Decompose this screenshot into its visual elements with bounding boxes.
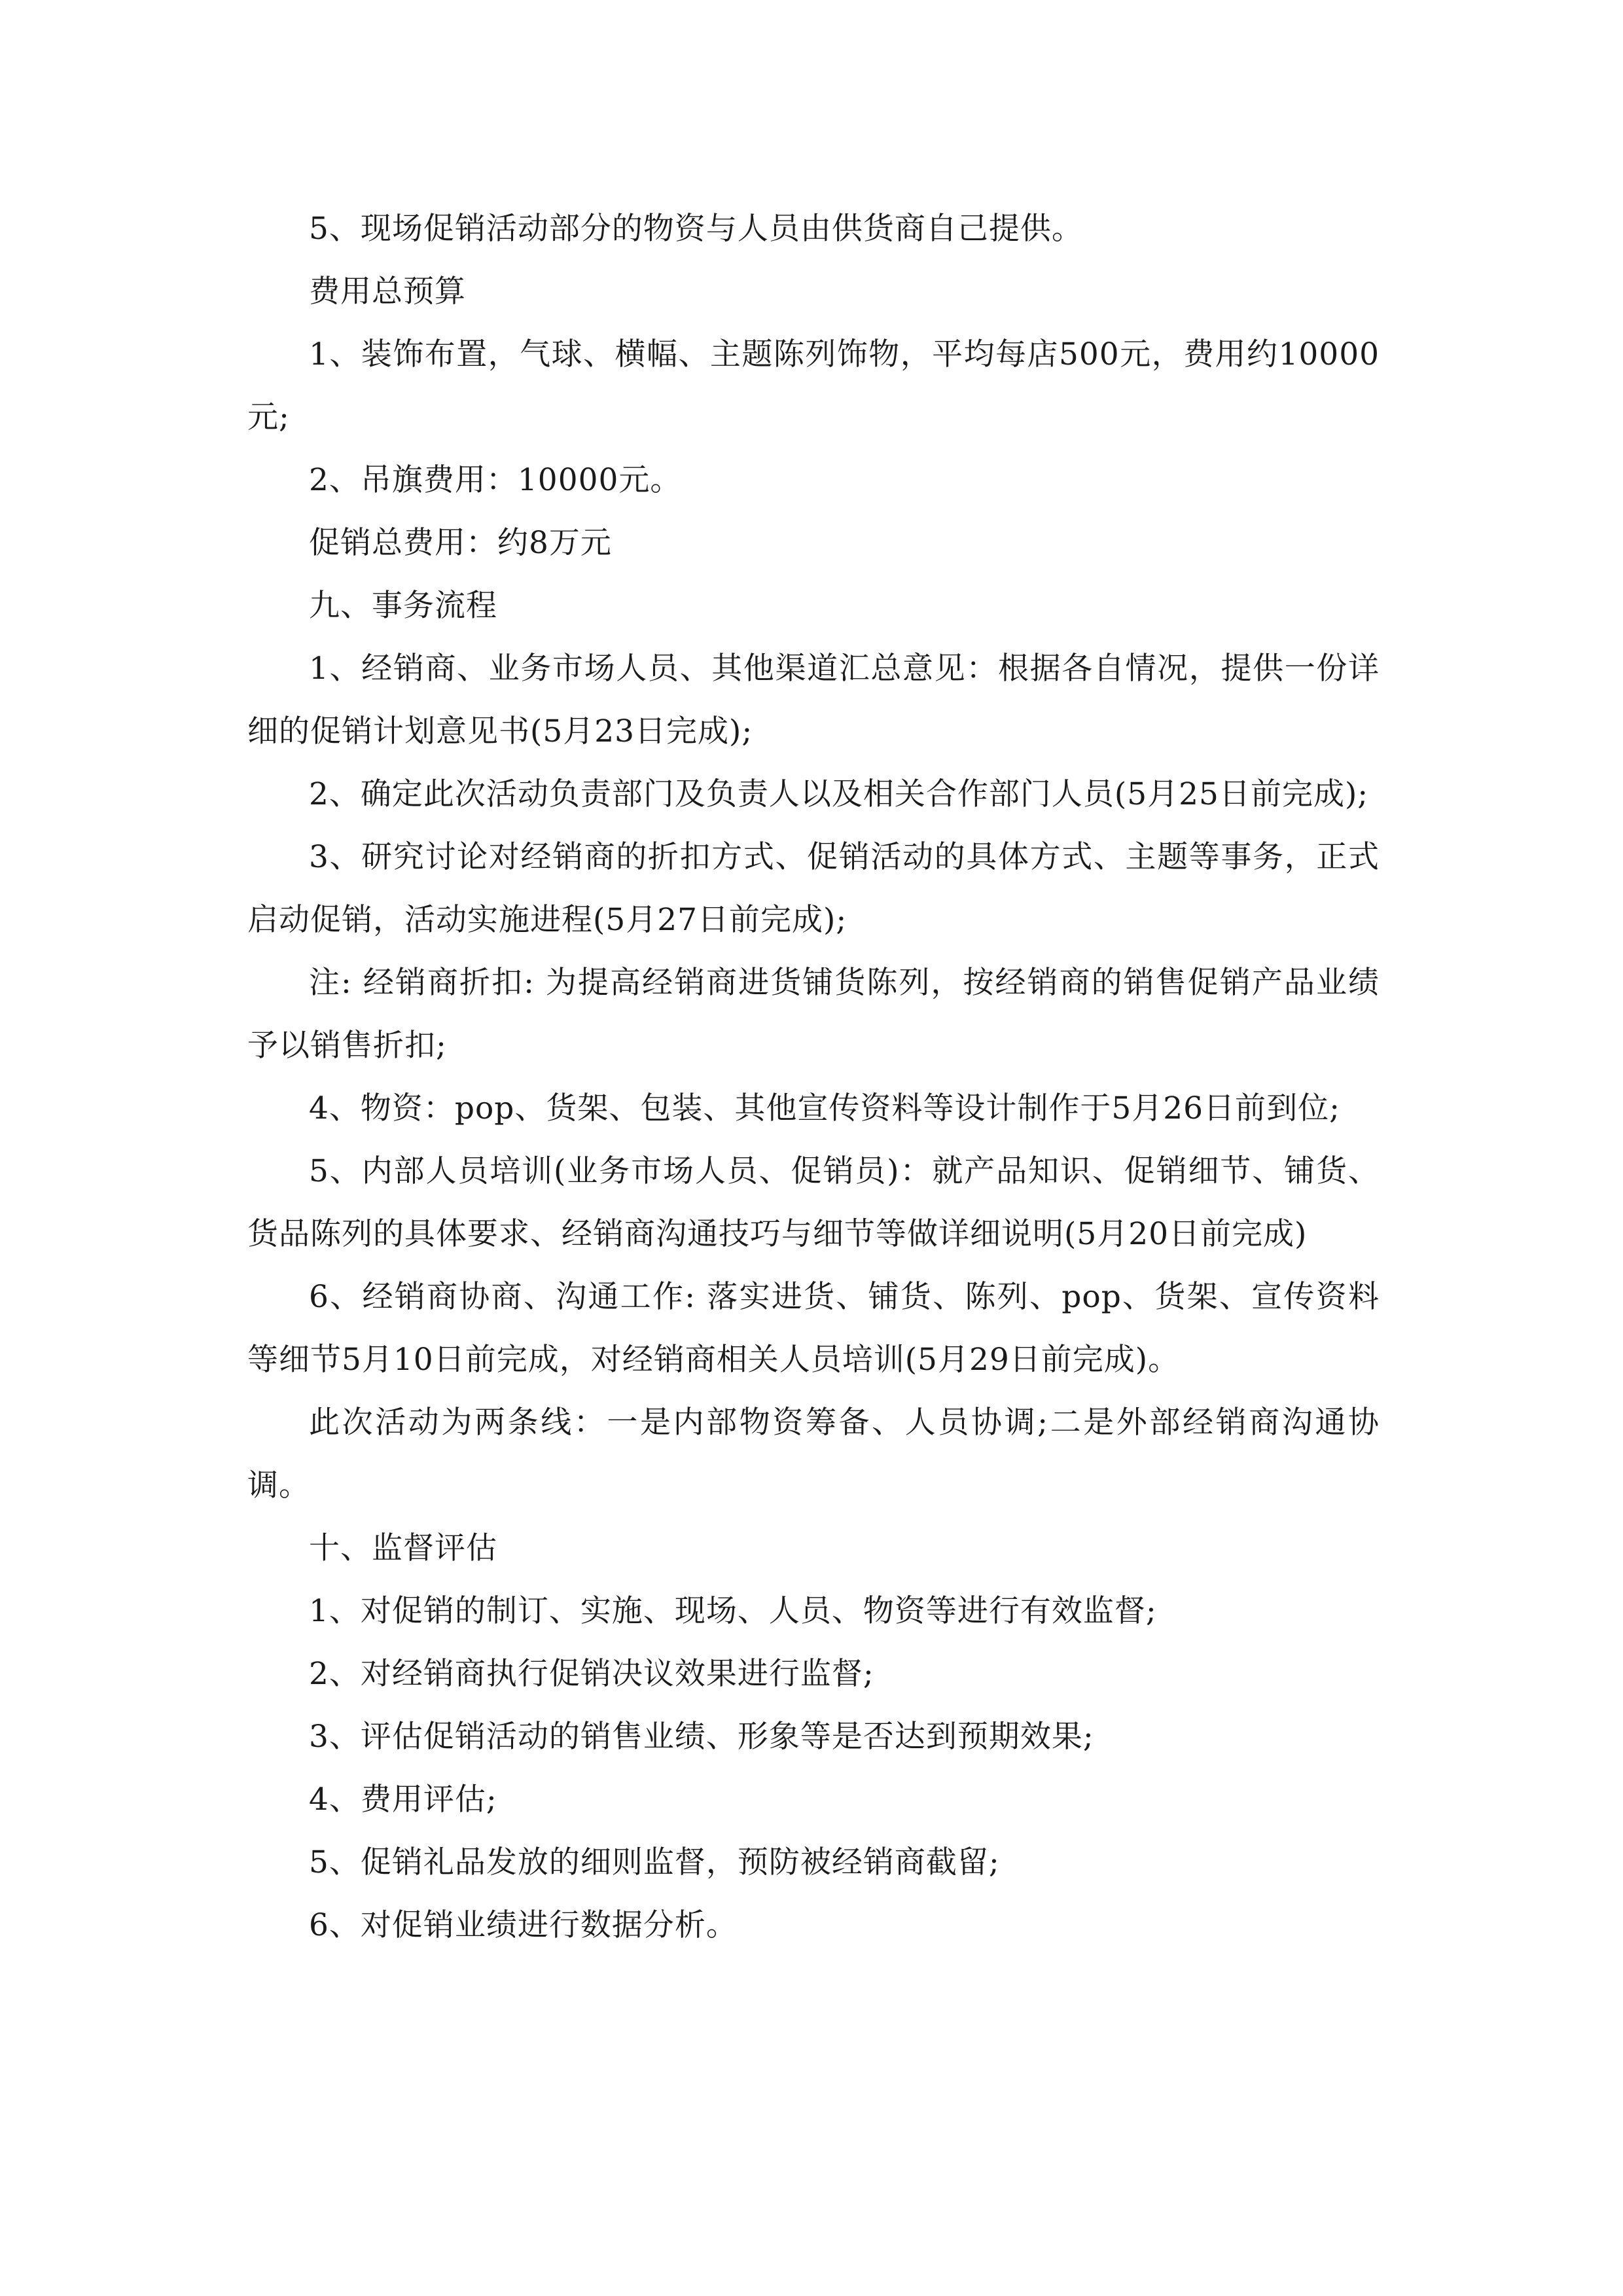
paragraph-supervision-2: 2、对经销商执行促销决议效果进行监督; [309, 1656, 874, 1692]
paragraph-workflow-4: 4、物资：pop、货架、包装、其他宣传资料等设计制作于5月26日前到位; [309, 1090, 1340, 1126]
paragraph-supervision-5: 5、促销礼品发放的细则监督，预防被经销商截留; [309, 1844, 1000, 1880]
paragraph-budget-decoration: 1、装饰布置，气球、横幅、主题陈列饰物，平均每店500元，费用约10000元; [247, 336, 1380, 435]
document-body [247, 198, 1380, 1957]
paragraph-two-lines: 此次活动为两条线：一是内部物资筹备、人员协调;二是外部经销商沟通协调。 [247, 1405, 1380, 1503]
section-heading-budget: 费用总预算 [309, 274, 466, 310]
paragraph-workflow-1: 1、经销商、业务市场人员、其他渠道汇总意见：根据各自情况，提供一份详细的促销计划意见书(5月23日完成); [247, 651, 1380, 749]
paragraph-workflow-5: 5、内部人员培训(业务市场人员、促销员)：就产品知识、促销细节、铺货、货品陈列的具体要求、经销商沟通技巧与细节等做详细说明(5月20日前完成) [247, 1153, 1380, 1252]
section-heading-supervision: 十、监督评估 [309, 1530, 497, 1566]
paragraph-supervision-4: 4、费用评估; [309, 1782, 497, 1818]
paragraph-budget-banner: 2、吊旗费用：10000元。 [309, 462, 682, 498]
paragraph-workflow-3: 3、研究讨论对经销商的折扣方式、促销活动的具体方式、主题等事务，正式启动促销，活动实施进程(5月27日前完成); [247, 839, 1380, 938]
paragraph-supervision-6: 6、对促销业绩进行数据分析。 [309, 1907, 738, 1943]
paragraph-workflow-2: 2、确定此次活动负责部门及负责人以及相关合作部门人员(5月25日前完成); [309, 776, 1369, 812]
section-heading-workflow: 九、事务流程 [309, 588, 497, 624]
paragraph-supervision-3: 3、评估促销活动的销售业绩、形象等是否达到预期效果; [309, 1719, 1094, 1755]
paragraph-workflow-6: 6、经销商协商、沟通工作: 落实进货、铺货、陈列、pop、货架、宣传资料等细节5月10日前完成，对经销商相关人员培训(5月29日前完成)。 [247, 1279, 1380, 1378]
paragraph-workflow-note: 注: 经销商折扣: 为提高经销商进货铺货陈列，按经销商的销售促销产品业绩予以销售折扣; [247, 965, 1380, 1064]
paragraph-item-5-supplier: 5、现场促销活动部分的物资与人员由供货商自己提供。 [309, 211, 1083, 247]
paragraph-supervision-1: 1、对促销的制订、实施、现场、人员、物资等进行有效监督; [309, 1593, 1157, 1629]
paragraph-total-cost: 促销总费用：约8万元 [309, 525, 612, 561]
